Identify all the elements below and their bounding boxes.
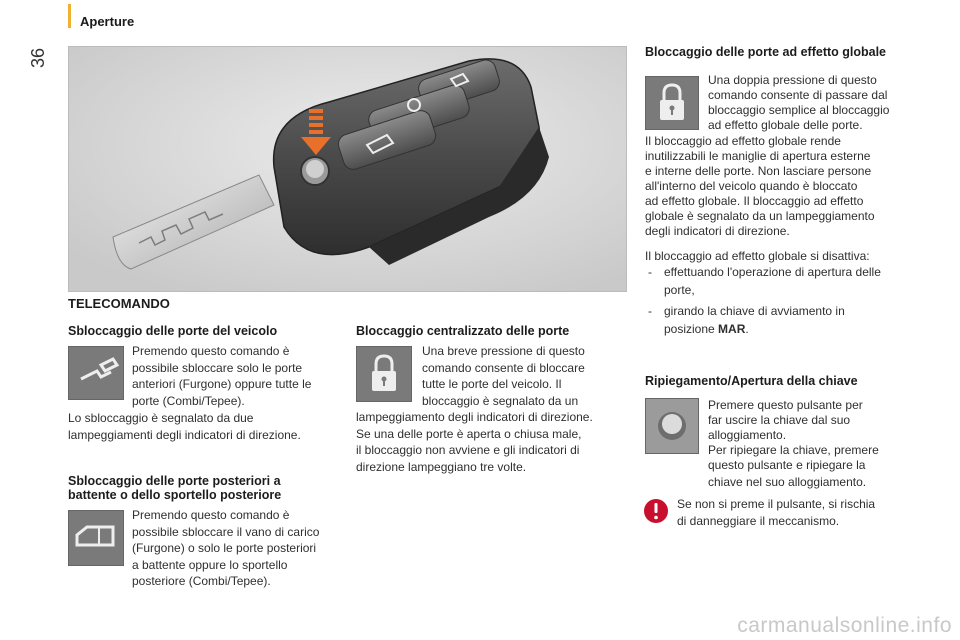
text-line: alloggiamento. <box>708 428 787 442</box>
page-number: 36 <box>28 47 48 68</box>
deadlock-lock-icon <box>645 76 699 130</box>
watermark: carmanualsonline.info <box>737 614 952 637</box>
text-line: globale è segnalato da un lampeggiamento <box>645 209 875 223</box>
fold-button-icon <box>645 398 699 454</box>
rear-unlock-text <box>132 507 319 590</box>
text-line: chiave nel suo alloggiamento. <box>708 475 867 489</box>
unlock-heading: Sbloccaggio delle porte del veicolo <box>68 324 278 338</box>
text-line: tutte le porte del veicolo. Il <box>422 377 562 391</box>
unlock-after-text <box>68 410 301 443</box>
text-line: possibile sbloccare solo le porte <box>132 360 303 375</box>
text-line: lampeggiamenti degli indicatori di direzione. <box>68 427 301 442</box>
text-line: direzione lampeggiano tre volte. <box>356 459 527 474</box>
central-lock-text <box>422 343 585 409</box>
text-line: il bloccaggio non avviene e gli indicatori di <box>356 443 580 457</box>
deadlock-after-text <box>645 134 875 239</box>
heading-line: Sbloccaggio delle porte posteriori a <box>68 474 281 488</box>
text-line: bloccaggio semplice al bloccaggio <box>708 103 890 117</box>
remote-title: TELECOMANDO <box>68 296 170 311</box>
text-line: inutilizzabili le maniglie di apertura esterne <box>645 149 871 163</box>
unlock-key-icon <box>68 346 124 400</box>
text-line: far uscire la chiave dal suo <box>708 413 851 427</box>
unlock-text <box>132 343 311 409</box>
van-rear-icon <box>68 510 124 566</box>
text-line: Una doppia pressione di questo <box>708 73 877 87</box>
text-line: degli indicatori di direzione. <box>645 224 790 238</box>
fold-text <box>708 398 879 490</box>
text-line <box>664 321 845 339</box>
text-line: e interne delle porte. Non lasciare persone <box>645 164 872 178</box>
position-label: MAR <box>718 321 746 336</box>
text-line: girando la chiave di avviamento in <box>664 304 845 318</box>
section-title: Aperture <box>80 14 135 29</box>
text-line: Premendo questo comando è <box>132 508 290 522</box>
lock-icon <box>356 346 412 402</box>
warning-text <box>677 496 875 529</box>
fold-heading: Ripiegamento/Apertura della chiave <box>645 374 858 388</box>
deadlock-deactivate-text: Il bloccaggio ad effetto globale si disattiva: <box>645 249 870 263</box>
text-line: anteriori (Furgone) oppure tutte le <box>132 377 312 391</box>
warning-icon <box>643 498 669 524</box>
text-line: comando consente di bloccare <box>422 360 585 375</box>
central-lock-after-text <box>356 409 593 475</box>
key-fob-illustration <box>68 46 627 292</box>
text-line: all'interno del veicolo quando è bloccato <box>645 179 858 193</box>
text-line: porte, <box>664 282 695 297</box>
text-line: Premendo questo comando è <box>132 344 290 358</box>
text-line: Il bloccaggio ad effetto globale rende <box>645 134 841 148</box>
central-lock-heading: Bloccaggio centralizzato delle porte <box>356 324 570 338</box>
text-line: (Furgone) o solo le porte posteriori <box>132 541 317 555</box>
text-line: Se una delle porte è aperta o chiusa male, <box>356 426 582 441</box>
header-accent-bar <box>68 4 71 28</box>
bullet-dash: - <box>648 265 652 279</box>
text-line: comando consente di passare dal <box>708 88 888 102</box>
text-line: Se non si preme il pulsante, si rischia <box>677 497 876 511</box>
text-line: posteriore (Combi/Tepee). <box>132 574 271 588</box>
text-line: bloccaggio è segnalato da un <box>422 393 579 408</box>
deadlock-heading: Bloccaggio delle porte ad effetto globale <box>645 45 887 59</box>
bullet-dash: - <box>648 304 652 318</box>
text-line: Una breve pressione di questo <box>422 344 585 358</box>
text-line: ad effetto globale delle porte. <box>708 118 863 132</box>
bullet-item-2 <box>664 303 845 338</box>
text-line: effettuando l'operazione di apertura delle <box>664 265 881 279</box>
text-line: di danneggiare il meccanismo. <box>677 513 840 528</box>
deadlock-text <box>708 73 889 133</box>
text-line: Lo sbloccaggio è segnalato da due <box>68 411 254 425</box>
text-fragment: . <box>745 321 749 336</box>
bullet-item-1 <box>664 264 881 299</box>
text-fragment: posizione <box>664 321 719 336</box>
text-line: porte (Combi/Tepee). <box>132 393 245 408</box>
text-line: Per ripiegare la chiave, premere <box>708 443 879 457</box>
text-line: lampeggiamento degli indicatori di direzione. <box>356 410 593 424</box>
text-line: Premere questo pulsante per <box>708 398 863 412</box>
text-line: questo pulsante e ripiegare la <box>708 458 866 472</box>
text-line: possibile sbloccare il vano di carico <box>132 524 320 539</box>
heading-line: battente o dello sportello posteriore <box>68 488 282 502</box>
text-line: ad effetto globale. Il bloccaggio ad effetto <box>645 194 864 208</box>
text-line: a battente oppure lo sportello <box>132 557 288 572</box>
rear-unlock-heading <box>68 474 281 502</box>
